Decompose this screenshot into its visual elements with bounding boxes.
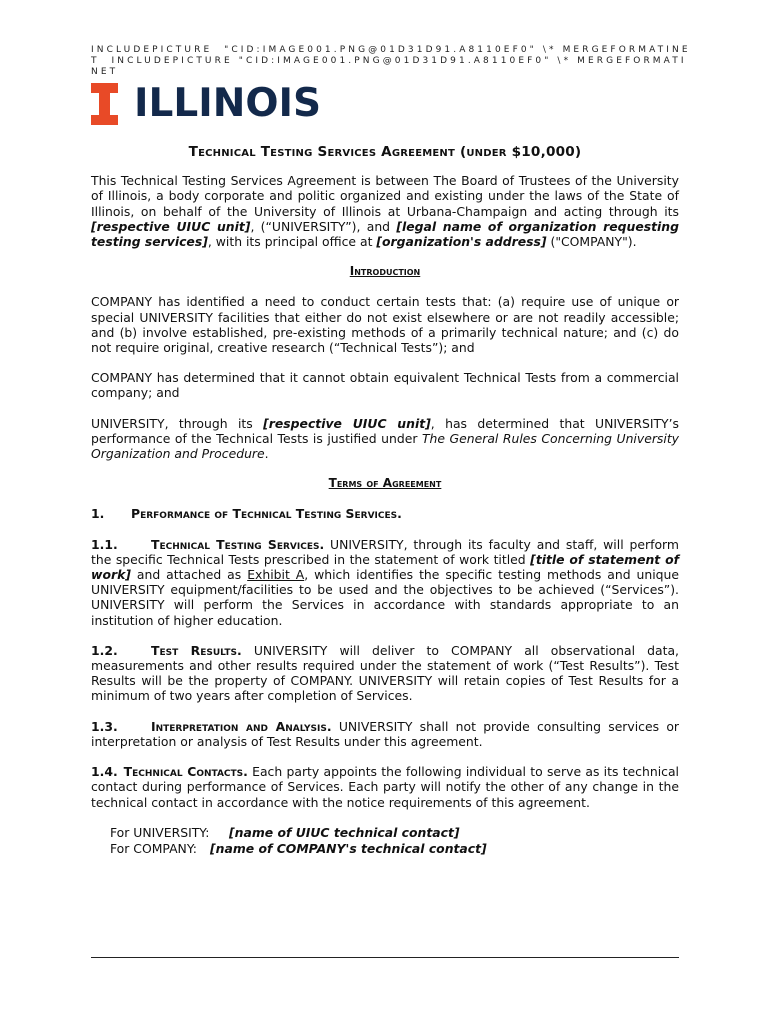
company-contact-line: [110, 841, 679, 857]
field-code-text: INCLUDEPICTURE "CID:IMAGE001.PNG@01D31D91.A8110EF0" \* MERGEFORMATINET INCLUDEPICTURE "CID:IMAGE001.PNG@01D31D91.A8110EF0" \* MERGEFORMATINET: [91, 45, 691, 77]
section-1-1: [91, 537, 679, 628]
placeholder-org-address: [organization's address]: [376, 234, 547, 250]
introduction-heading: Introduction: [349, 264, 421, 279]
agreement-title: Technical Testing Services Agreement (under $10,000): [188, 144, 582, 160]
intro-text-3: , with its principal office at: [207, 234, 377, 250]
university-contact-label: For UNIVERSITY:: [110, 824, 210, 840]
intro-text-2: , (“UNIVERSITY”), and: [250, 218, 397, 234]
introduction-paragraph-1: COMPANY has identified a need to conduct certain tests that: (a) require use of unique or special UNIVERSITY facilities that either do not exist elsewhere or are not readily accessible; and (b) involve established, pre-existing methods of a primarily technical nature; and (c) do not require original, creative research (“Technical Tests”); and: [91, 294, 679, 356]
section-1-4-text: Each party appoints the following individual to serve as its technical contact during performance of Services. Each party will notify the other of any change in the technical contact in accordance with the notice requirements of this agreement.: [91, 764, 679, 810]
exhibit-a-link[interactable]: Exhibit A: [247, 567, 305, 583]
intro3-text-3: .: [264, 446, 269, 462]
technical-contacts: [110, 825, 679, 857]
logo-wordmark: ILLINOIS: [134, 81, 322, 126]
section-1-3-title: Interpretation and Analysis.: [151, 718, 332, 734]
section-1-1-text-1: UNIVERSITY, through its faculty and staff, will perform the specific Technical Tests prescribed in the statement of work titled: [91, 536, 679, 567]
agreement-body: [91, 145, 679, 857]
footer-rule: [91, 957, 679, 958]
intro-text-1: This Technical Testing Services Agreement is between The Board of Trustees of the University of Illinois, a body corporate and politic organized and existing under the laws of the State of Illinois, on behalf of the University of Illinois at Urbana-Champaign and acting through its: [91, 173, 679, 219]
section-1-3-number: 1.3.: [91, 718, 118, 734]
section-1-3-text: UNIVERSITY shall not provide consulting services or interpretation or analysis of Test Results under this agreement.: [91, 718, 679, 749]
section-1-heading: [91, 506, 679, 521]
section-1-2-title: Test Results.: [151, 642, 242, 658]
section-1-1-text-2: and attached as: [130, 567, 248, 583]
section-1-title: Performance of Technical Testing Services.: [131, 506, 402, 522]
intro3-text-1: UNIVERSITY, through its: [91, 415, 264, 431]
section-1-1-text-3: , which identifies the specific testing methods and unique UNIVERSITY equipment/facilities to be used and the objectives to be achieved (“Services”). UNIVERSITY will perform the Services in accordance with standards appropriate to an institution of higher education.: [91, 567, 679, 628]
section-1-2-text: UNIVERSITY will deliver to COMPANY all observational data, measurements and other results required under the statement of work (“Test Results”). Test Results will be the property of COMPANY. UNIVERSITY will retain copies of Test Results for a minimum of two years after completion of Services.: [91, 642, 679, 704]
university-contact-line: [110, 825, 679, 841]
introduction-paragraph-2: COMPANY has determined that it cannot obtain equivalent Technical Tests from a commercial company; and: [91, 370, 679, 401]
section-1-4-number: 1.4.: [91, 764, 118, 780]
placeholder-uiuc-contact: [name of UIUC technical contact]: [229, 824, 460, 840]
placeholder-uiuc-unit-2: [respective UIUC unit]: [263, 415, 431, 431]
placeholder-sow-title: [title of statement of work]: [91, 551, 679, 583]
illinois-logo: [91, 82, 321, 126]
section-1-number: 1.: [91, 506, 105, 522]
company-contact-label: For COMPANY:: [110, 840, 197, 856]
section-1-4-title: Technical Contacts.: [123, 764, 248, 780]
section-1-2: [91, 643, 679, 704]
terms-heading: Terms of Agreement: [328, 476, 442, 491]
section-1-1-number: 1.1.: [91, 536, 118, 552]
block-i-logo-icon: [91, 83, 118, 125]
intro-text-4: ("COMPANY").: [546, 234, 637, 250]
placeholder-uiuc-unit: [respective UIUC unit]: [91, 218, 251, 234]
section-1-4: [91, 764, 679, 810]
intro3-text-2: , has determined that UNIVERSITY’s performance of the Technical Tests is justified under: [91, 415, 680, 446]
placeholder-org-name: [legal name of organization requesting testing services]: [91, 218, 679, 250]
section-1-3: [91, 719, 679, 749]
introduction-paragraph-3: [91, 416, 679, 462]
placeholder-company-contact: [name of COMPANY's technical contact]: [210, 840, 487, 856]
intro-paragraph: [91, 173, 679, 249]
general-rules-reference: The General Rules Concerning University Organization and Procedure: [91, 430, 680, 462]
section-1-2-number: 1.2.: [91, 642, 118, 658]
section-1-1-title: Technical Testing Services.: [151, 536, 325, 552]
